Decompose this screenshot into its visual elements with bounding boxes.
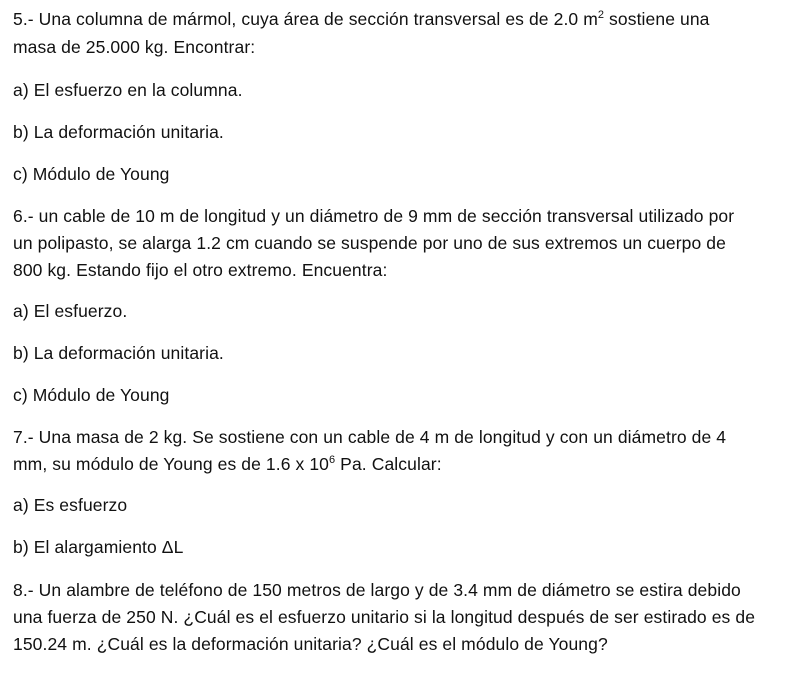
problem-7-line-2: mm, su módulo de Young es de 1.6 x $10^6$ Pa. Calcular: — [13, 454, 442, 474]
problem-6-line-1: 6.- un cable de 10 m de longitud y un diámetro de 9 mm de sección transversal utilizado por — [13, 206, 735, 226]
problem-8-line-2: una fuerza de 250 N. ¿Cuál es el esfuerzo unitario si la longitud después de ser estirado es de — [13, 607, 756, 627]
problem-7-item-a: a) Es esfuerzo — [13, 495, 128, 515]
problem-6-item-c: c) Módulo de Young — [13, 385, 170, 405]
problem-5-item-a: a) El esfuerzo en la columna. — [13, 80, 243, 100]
problem-6-line-2: un polipasto, se alarga 1.2 cm cuando se suspende por uno de sus extremos un cuerpo de — [13, 233, 726, 253]
problem-7-item-b: b) El alargamiento ΔL — [13, 537, 184, 557]
problem-8-line-3: 150.24 m. ¿Cuál es la deformación unitaria? ¿Cuál es el módulo de Young? — [13, 634, 608, 654]
problem-6-item-a: a) El esfuerzo. — [13, 301, 128, 321]
problem-5-item-c: c) Módulo de Young — [13, 164, 170, 184]
problem-5-line-2: masa de 25.000 kg. Encontrar: — [13, 37, 256, 57]
problem-5-item-b: b) La deformación unitaria. — [13, 122, 224, 142]
problem-5-line-1: 5.- Una columna de mármol, cuya área de sección transversal es de 2.0 $m^2$ sostiene una — [13, 9, 710, 29]
problem-6-item-b: b) La deformación unitaria. — [13, 343, 224, 363]
problem-7-line-1: 7.- Una masa de 2 kg. Se sostiene con un cable de 4 m de longitud y con un diámetro de 4 — [13, 427, 727, 447]
problem-6-line-3: 800 kg. Estando fijo el otro extremo. Encuentra: — [13, 260, 388, 280]
superscript: 2 — [597, 9, 605, 21]
problem-8-line-1: 8.- Un alambre de teléfono de 150 metros de largo y de 3.4 mm de diámetro se estira debido — [13, 580, 741, 600]
superscript: 6 — [329, 454, 336, 466]
